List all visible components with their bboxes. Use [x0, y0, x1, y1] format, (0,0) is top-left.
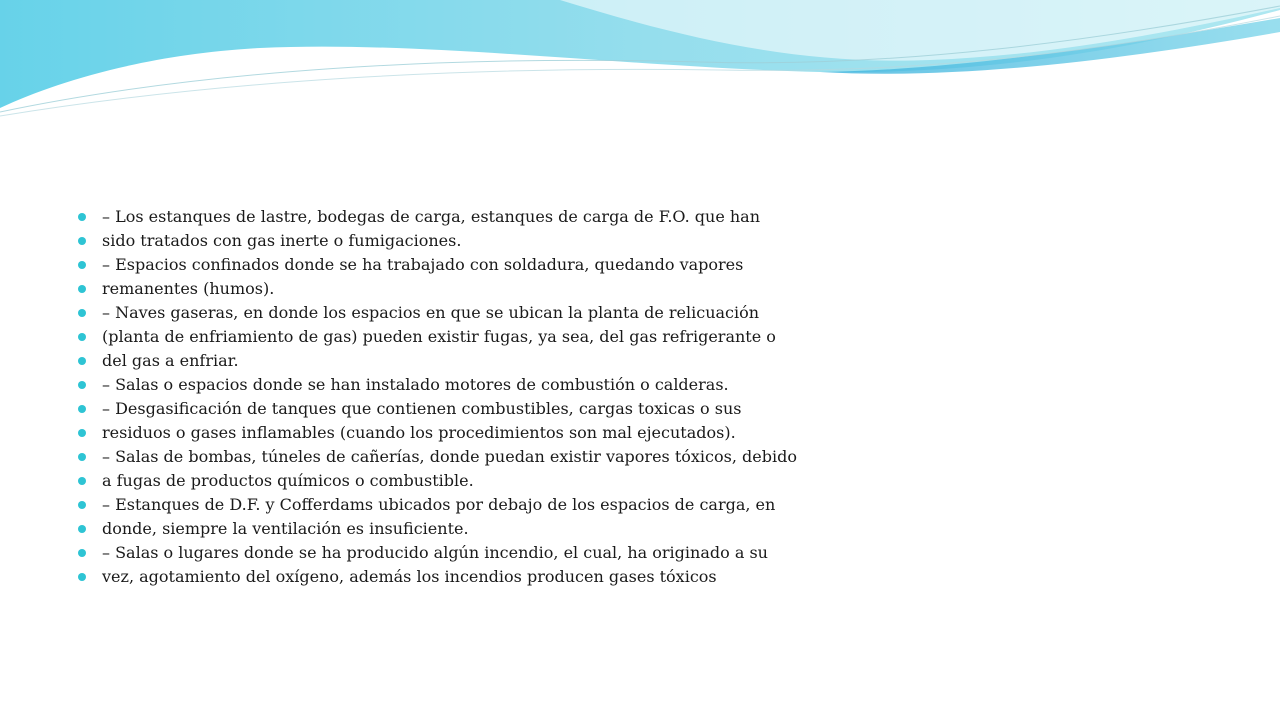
header-wave-decoration [0, 0, 1280, 120]
bullet-dot-icon [78, 501, 86, 509]
bullet-item [78, 565, 878, 589]
bullet-text: – Espacios confinados donde se ha trabajado con soldadura, quedando vapores [102, 255, 744, 274]
bullet-item [78, 421, 878, 445]
bullet-item [78, 445, 878, 469]
bullet-item [78, 517, 878, 541]
bullet-text: donde, siempre la ventilación es insuficiente. [102, 519, 469, 538]
bullet-dot-icon [78, 213, 86, 221]
bullet-dot-icon [78, 573, 86, 581]
bullet-dot-icon [78, 549, 86, 557]
bullet-item [78, 253, 878, 277]
bullet-text: – Salas o espacios donde se han instalado motores de combustión o calderas. [102, 375, 729, 394]
bullet-text: – Salas o lugares donde se ha producido algún incendio, el cual, ha originado a su [102, 543, 768, 562]
bullet-text: sido tratados con gas inerte o fumigaciones. [102, 231, 462, 250]
bullet-dot-icon [78, 429, 86, 437]
bullet-item [78, 469, 878, 493]
bullet-dot-icon [78, 405, 86, 413]
slide-content [78, 205, 878, 589]
bullet-text: – Naves gaseras, en donde los espacios en que se ubican la planta de relicuación [102, 303, 760, 322]
bullet-dot-icon [78, 261, 86, 269]
bullet-text: residuos o gases inflamables (cuando los procedimientos son mal ejecutados). [102, 423, 736, 442]
bullet-text: – Estanques de D.F. y Cofferdams ubicados por debajo de los espacios de carga, en [102, 495, 776, 514]
bullet-dot-icon [78, 333, 86, 341]
bullet-item [78, 277, 878, 301]
bullet-item [78, 205, 878, 229]
bullet-item [78, 397, 878, 421]
bullet-text: a fugas de productos químicos o combustible. [102, 471, 474, 490]
bullet-dot-icon [78, 525, 86, 533]
bullet-text: – Los estanques de lastre, bodegas de carga, estanques de carga de F.O. que han [102, 207, 761, 226]
bullet-item [78, 373, 878, 397]
bullet-item [78, 229, 878, 253]
bullet-text: del gas a enfriar. [102, 351, 239, 370]
bullet-text: remanentes (humos). [102, 279, 275, 298]
bullet-item [78, 301, 878, 325]
bullet-item [78, 541, 878, 565]
bullet-item [78, 493, 878, 517]
bullet-text: (planta de enfriamiento de gas) pueden existir fugas, ya sea, del gas refrigerante o [102, 327, 776, 346]
bullet-dot-icon [78, 309, 86, 317]
bullet-dot-icon [78, 237, 86, 245]
bullet-list [78, 205, 878, 589]
bullet-item [78, 349, 878, 373]
bullet-dot-icon [78, 285, 86, 293]
bullet-dot-icon [78, 453, 86, 461]
bullet-text: vez, agotamiento del oxígeno, además los incendios producen gases tóxicos [102, 567, 717, 586]
bullet-text: – Salas de bombas, túneles de cañerías, donde puedan existir vapores tóxicos, debido [102, 447, 797, 466]
bullet-dot-icon [78, 381, 86, 389]
bullet-text: – Desgasificación de tanques que contienen combustibles, cargas toxicas o sus [102, 399, 742, 418]
bullet-dot-icon [78, 477, 86, 485]
bullet-dot-icon [78, 357, 86, 365]
bullet-item [78, 325, 878, 349]
